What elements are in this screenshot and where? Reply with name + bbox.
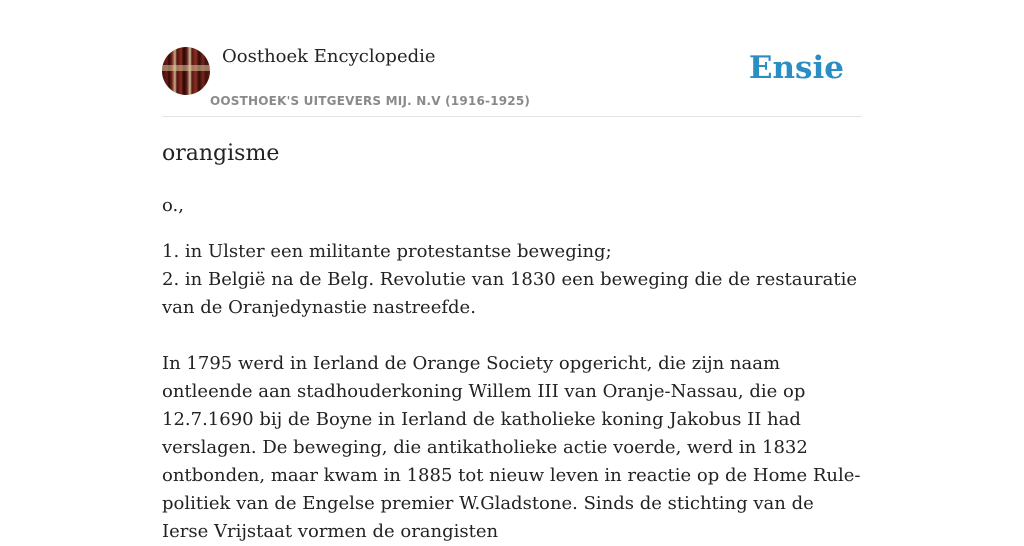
ensie-logo[interactable]: Ensie (748, 50, 844, 86)
encyclopedia-avatar[interactable] (162, 47, 210, 95)
site-title[interactable]: Oosthoek Encyclopedie (222, 46, 436, 67)
entry-title: orangisme (162, 141, 280, 166)
definition-2: 2. in België na de Belg. Revolutie van 1830 een beweging die de restauratie van de Oranjedynastie nastreefde. (162, 269, 858, 318)
definition-1: 1. in Ulster een militante protestantse beweging; (162, 241, 612, 262)
history-paragraph: In 1795 werd in Ierland de Orange Society opgericht, die zijn naam ontleende aan stadhouderkoning Willem III van Oranje-Nassau, die op 12.7.1690 bij de Boyne in Ierland de katholieke koning Jakobus II had verslagen. De beweging, die antikatholieke actie voerde, werd in 1832 ontbonden, maar kwam in 1885 tot nieuw leven in reactie op de Home Rule-politiek van de Engelse premier W.Gladstone. Sinds de stichting van de Ierse Vrijstaat vormen de orangisten (162, 353, 861, 542)
paragraph-gap (162, 322, 862, 350)
entry-content (162, 138, 862, 546)
publisher-label: OOSTHOEK'S UITGEVERS MIJ. N.V (1916-1925) (210, 94, 531, 108)
site-header (162, 44, 862, 117)
entry-body (162, 238, 862, 546)
entry-gender: o., (162, 195, 184, 216)
